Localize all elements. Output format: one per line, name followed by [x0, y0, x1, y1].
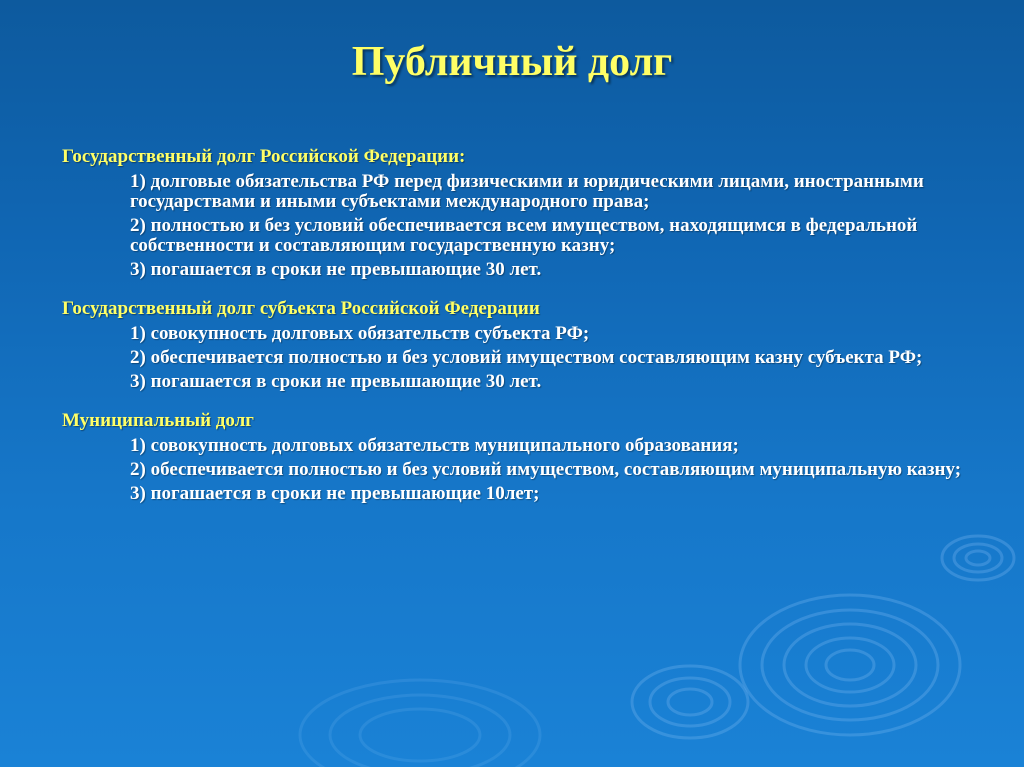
slide-title: Публичный долг	[351, 39, 673, 85]
slide-content	[62, 146, 962, 522]
list-item: 2) обеспечивается полностью и без условий имуществом составляющим казну субъекта РФ;	[130, 347, 923, 368]
list-item: 3) погашается в сроки не превышающие 10лет;	[130, 483, 540, 504]
section-municipal-debt	[62, 410, 962, 504]
section-regional-debt	[62, 298, 962, 392]
section-heading: Муниципальный долг	[62, 410, 254, 431]
list-item: 2) обеспечивается полностью и без условий имуществом, составляющим муниципальную казну;	[130, 459, 962, 480]
list-item: 1) долговые обязательства РФ перед физическими и юридическими лицами, иностранными государствами и иными субъектами международного права;	[130, 171, 924, 212]
list-item: 3) погашается в сроки не превышающие 30 лет.	[130, 371, 542, 392]
list-item: 3) погашается в сроки не превышающие 30 лет.	[130, 259, 542, 280]
section-federal-debt	[62, 146, 962, 280]
list-item: 1) совокупность долговых обязательств муниципального образования;	[130, 435, 739, 456]
list-item: 1) совокупность долговых обязательств субъекта РФ;	[130, 323, 590, 344]
section-heading: Государственный долг Российской Федерации:	[62, 146, 466, 167]
section-heading: Государственный долг субъекта Российской Федерации	[62, 298, 540, 319]
list-item: 2) полностью и без условий обеспечивается всем имуществом, находящимся в федеральной собственности и составляющим государственную казну;	[130, 215, 918, 256]
